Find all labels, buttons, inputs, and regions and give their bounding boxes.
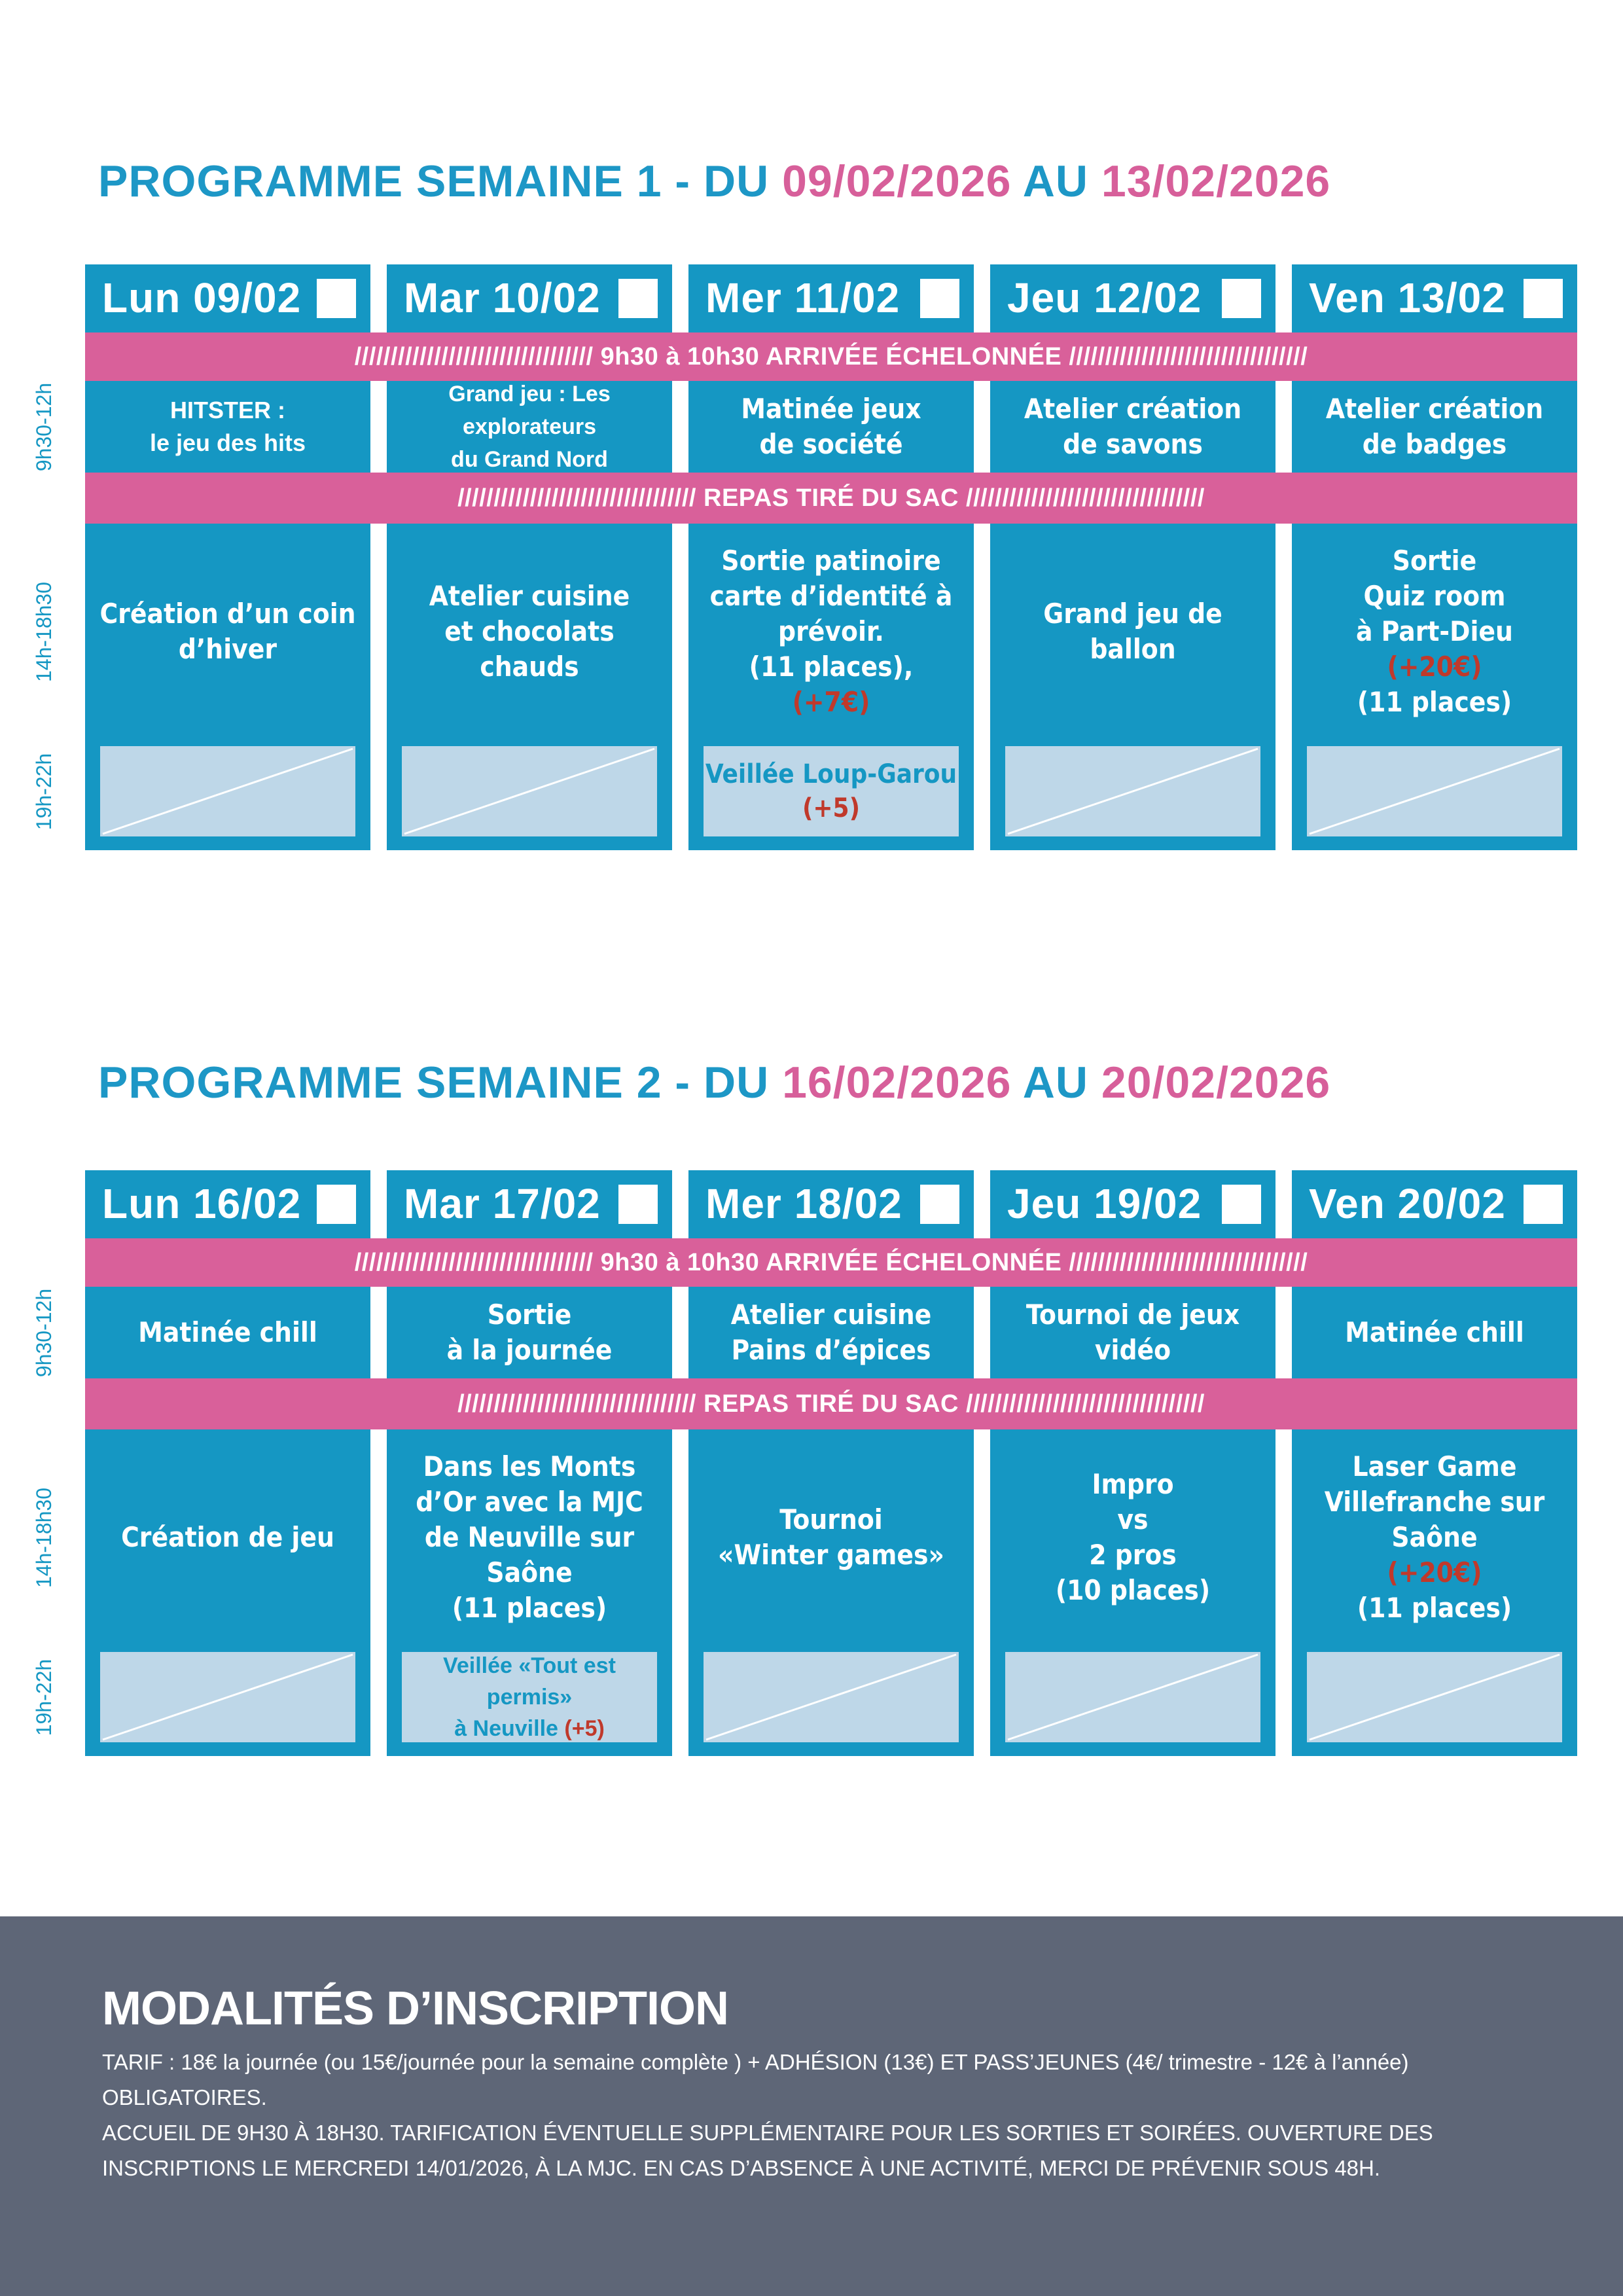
week-1-time-evening: 19h-22h	[32, 753, 56, 830]
evening-activity-empty	[704, 1652, 959, 1742]
day-header	[85, 1170, 370, 1238]
empty-slot-diagonal	[704, 1652, 959, 1742]
morning-activity: Matinée chill	[1345, 1316, 1524, 1348]
morning-activity: Matinée chill	[138, 1316, 317, 1348]
evening-activity-empty	[1307, 1652, 1562, 1742]
day-select-checkbox[interactable]	[317, 279, 356, 318]
afternoon-activity: Création d’un coin d’hiver	[99, 598, 356, 665]
pricing-text: TARIF : 18€ la journée (ou 15€/journée pour la semaine complète ) + ADHÉSION (13€) ET PASS’JEUNES (4€/ trimestre - 12€ à l’année) OBLIGATOIRES.	[102, 2050, 1409, 2109]
day-select-checkbox[interactable]	[618, 279, 658, 318]
day-select-checkbox[interactable]	[920, 1185, 959, 1224]
week-1-title-prefix: PROGRAMME SEMAINE 1 - DU	[98, 156, 783, 206]
evening-activity-empty	[100, 746, 355, 836]
day-header	[990, 1170, 1275, 1238]
day-header	[990, 264, 1275, 332]
evening-activity-empty	[1307, 746, 1562, 836]
week-1-title-mid: AU	[1011, 156, 1101, 206]
afternoon-activity: Impro vs 2 pros (10 places)	[1055, 1468, 1211, 1606]
day-select-checkbox[interactable]	[1222, 279, 1261, 318]
week-2-time-evening: 19h-22h	[32, 1659, 56, 1736]
day-label: Jeu 19/02	[1007, 1180, 1202, 1227]
week-2-date-end: 20/02/2026	[1101, 1058, 1331, 1107]
price-supplement: (+20€)	[1387, 1556, 1482, 1588]
day-header	[1292, 1170, 1577, 1238]
price-supplement: (+20€)	[1387, 651, 1482, 683]
week-2-date-start: 16/02/2026	[782, 1058, 1012, 1107]
day-header	[688, 1170, 974, 1238]
day-select-checkbox[interactable]	[920, 279, 959, 318]
evening-activity-empty	[402, 746, 657, 836]
evening-activity-empty	[1005, 746, 1260, 836]
day-header	[688, 264, 974, 332]
afternoon-activity: Grand jeu de ballon	[1043, 598, 1222, 665]
week-1-date-start: 09/02/2026	[782, 156, 1012, 206]
morning-activity: Atelier cuisine Pains d’épices	[730, 1299, 932, 1366]
registration-info-footer	[0, 1916, 1623, 2296]
morning-activity: Grand jeu : Les explorateurs du Grand Nord	[448, 382, 611, 472]
afternoon-activity: Atelier cuisine et chocolats chauds	[429, 580, 630, 683]
evening-activity-empty	[100, 1652, 355, 1742]
afternoon-activity: Tournoi «Winter games»	[718, 1503, 944, 1571]
opening-hours-text: ACCUEIL DE 9H30 À 18H30. TARIFICATION ÉVENTUELLE SUPPLÉMENTAIRE POUR LES SORTIES ET SOIRÉES. OUVERTURE DES INSCRIPTIONS LE MERCREDI 14/01/2026, À LA MJC. EN CAS D’ABSENCE À UNE ACTIVITÉ, MERCI DE PRÉVENIR SOUS 48H.	[102, 2121, 1433, 2180]
week-1-time-morning: 9h30-12h	[32, 382, 56, 471]
empty-slot-diagonal	[100, 1652, 355, 1742]
day-label: Ven 20/02	[1309, 1180, 1506, 1227]
afternoon-activity: Création de jeu	[121, 1521, 334, 1553]
empty-slot-diagonal	[1307, 746, 1562, 836]
day-label: Lun 09/02	[102, 274, 302, 321]
arrival-band: ///////////////////////////////// 9h30 à 10h30 ARRIVÉE ÉCHELONNÉE /////////////////////////////////	[85, 332, 1577, 381]
day-select-checkbox[interactable]	[1222, 1185, 1261, 1224]
day-label: Lun 16/02	[102, 1180, 302, 1227]
afternoon-activity: Dans les Monts d’Or avec la MJC de Neuville sur Saône (11 places)	[416, 1450, 643, 1624]
week-2-time-morning: 9h30-12h	[32, 1288, 56, 1377]
afternoon-activity: Sortie Quiz room à Part-Dieu (+20€) (11 places)	[1292, 524, 1577, 740]
morning-activity: Atelier création de badges	[1325, 393, 1544, 460]
day-select-checkbox[interactable]	[1524, 1185, 1563, 1224]
price-supplement: (+5)	[564, 1716, 605, 1741]
day-select-checkbox[interactable]	[317, 1185, 356, 1224]
price-supplement: (+5)	[802, 793, 861, 823]
empty-slot-diagonal	[402, 746, 657, 836]
week-1-time-afternoon: 14h-18h30	[32, 581, 56, 682]
day-label: Mer 11/02	[705, 274, 901, 321]
evening-activity	[402, 1652, 657, 1742]
day-header	[387, 264, 672, 332]
day-header	[85, 264, 370, 332]
morning-activity: Tournoi de jeux vidéo	[1026, 1299, 1240, 1366]
day-select-checkbox[interactable]	[618, 1185, 658, 1224]
registration-title: MODALITÉS D’INSCRIPTION	[102, 1982, 729, 2035]
morning-activity: Atelier création de savons	[1024, 393, 1242, 460]
day-label: Jeu 12/02	[1007, 274, 1202, 321]
meal-band: ///////////////////////////////// REPAS TIRÉ DU SAC /////////////////////////////////	[85, 473, 1577, 524]
afternoon-activity: Sortie patinoire carte d’identité à prévoir. (11 places), (+7€)	[688, 524, 974, 740]
morning-activity: Matinée jeux de société	[741, 393, 921, 460]
empty-slot-diagonal	[100, 746, 355, 836]
empty-slot-diagonal	[1307, 1652, 1562, 1742]
week-1-date-end: 13/02/2026	[1101, 156, 1331, 206]
places-count: (11 places)	[1357, 686, 1512, 718]
week-1-title	[98, 156, 1330, 207]
week-2-title-prefix: PROGRAMME SEMAINE 2 - DU	[98, 1058, 783, 1107]
morning-activity: HITSTER : le jeu des hits	[149, 397, 306, 456]
meal-band: ///////////////////////////////// REPAS TIRÉ DU SAC /////////////////////////////////	[85, 1378, 1577, 1429]
arrival-band: ///////////////////////////////// 9h30 à 10h30 ARRIVÉE ÉCHELONNÉE /////////////////////////////////	[85, 1238, 1577, 1287]
week-2-time-afternoon: 14h-18h30	[32, 1487, 56, 1588]
week-2-title	[98, 1057, 1330, 1108]
week-2-title-mid: AU	[1011, 1058, 1101, 1107]
evening-activity	[704, 746, 959, 836]
day-header	[1292, 264, 1577, 332]
empty-slot-diagonal	[1005, 1652, 1260, 1742]
day-header	[387, 1170, 672, 1238]
day-label: Mar 10/02	[404, 274, 601, 321]
price-supplement: (+7€)	[792, 686, 870, 718]
day-label: Mer 18/02	[705, 1180, 902, 1227]
day-label: Mar 17/02	[404, 1180, 601, 1227]
morning-activity: Sortie à la journée	[446, 1299, 613, 1366]
empty-slot-diagonal	[1005, 746, 1260, 836]
day-label: Ven 13/02	[1309, 274, 1506, 321]
places-count: (11 places)	[1357, 1592, 1512, 1624]
evening-activity-label: Veillée Loup-Garou	[705, 759, 957, 789]
evening-activity-label: Veillée «Tout est permis» à Neuville	[443, 1653, 616, 1741]
day-select-checkbox[interactable]	[1524, 279, 1563, 318]
afternoon-activity: Laser Game Villefranche sur Saône (+20€) (11 places)	[1292, 1429, 1577, 1645]
evening-activity-empty	[1005, 1652, 1260, 1742]
